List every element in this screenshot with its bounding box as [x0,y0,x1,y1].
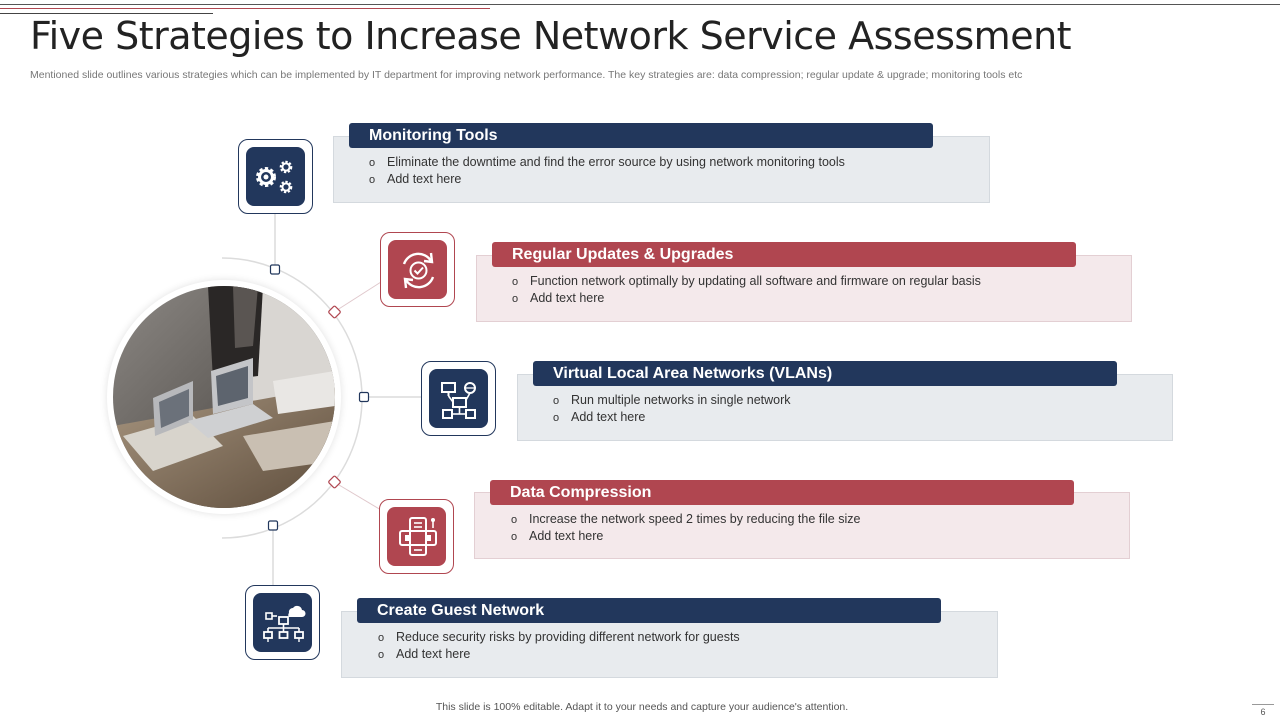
cloud-network-icon [246,586,321,661]
strategy-title-bar: Virtual Local Area Networks (VLANs) [533,361,1117,386]
bullet-marker: o [553,395,560,407]
refresh-check-icon [381,233,456,308]
bullet-marker: o [369,174,376,186]
page-title: Five Strategies to Increase Network Service Assessment [30,14,1072,58]
icon-box-updates [380,232,455,307]
office-laptops-photo [113,286,335,508]
network-devices-icon [422,362,497,437]
strategy-title-bar: Regular Updates & Upgrades [492,242,1076,267]
connector-node [271,265,280,274]
bullet-marker: o [512,293,519,305]
footer-text: This slide is 100% editable. Adapt it to your needs and capture your audience's attention. [435,701,849,713]
page-number: 6 [1252,704,1274,717]
bullet-item: o Add text here [511,529,604,543]
strategy-bullets [378,629,740,663]
icon-box-vlans [421,361,496,436]
connector-node [328,306,341,319]
strategy-title-bar: Data Compression [490,480,1074,505]
bullet-marker: o [511,514,518,526]
bullet-marker: o [378,649,385,661]
bullet-marker: o [511,531,518,543]
strategy-bullets [369,154,845,188]
gears-icon [239,140,314,215]
bullet-item: o Add text here [553,410,646,424]
bullet-item: o Run multiple networks in single network [553,393,791,407]
bullet-item: o Eliminate the downtime and find the error source by using network monitoring tools [369,155,845,169]
icon-box-compression [379,499,454,574]
data-compression-icon [380,500,455,575]
bullet-item: o Add text here [512,291,605,305]
strategy-bullets [512,273,981,307]
bullet-item: o Function network optimally by updating all software and firmware on regular basis [512,274,981,288]
page-subtitle: Mentioned slide outlines various strategies which can be implemented by IT department for improving network performance. The key strategies are: data compression; regular update & upgrade; monitoring tools etc [30,69,1023,81]
connector-node [360,393,369,402]
bullet-item: o Add text here [369,172,462,186]
bullet-item: o Increase the network speed 2 times by reducing the file size [511,512,861,526]
strategy-title-bar: Monitoring Tools [349,123,933,148]
icon-box-guest [245,585,320,660]
bullet-marker: o [378,632,385,644]
bullet-item: o Add text here [378,647,471,661]
strategy-bullets [553,392,791,426]
bullet-marker: o [553,412,560,424]
bullet-item: o Reduce security risks by providing different network for guests [378,630,740,644]
strategy-title-bar: Create Guest Network [357,598,941,623]
strategy-bullets [511,511,860,545]
icon-box-monitoring [238,139,313,214]
bullet-marker: o [369,157,376,169]
connector-node [269,521,278,530]
bullet-marker: o [512,276,519,288]
